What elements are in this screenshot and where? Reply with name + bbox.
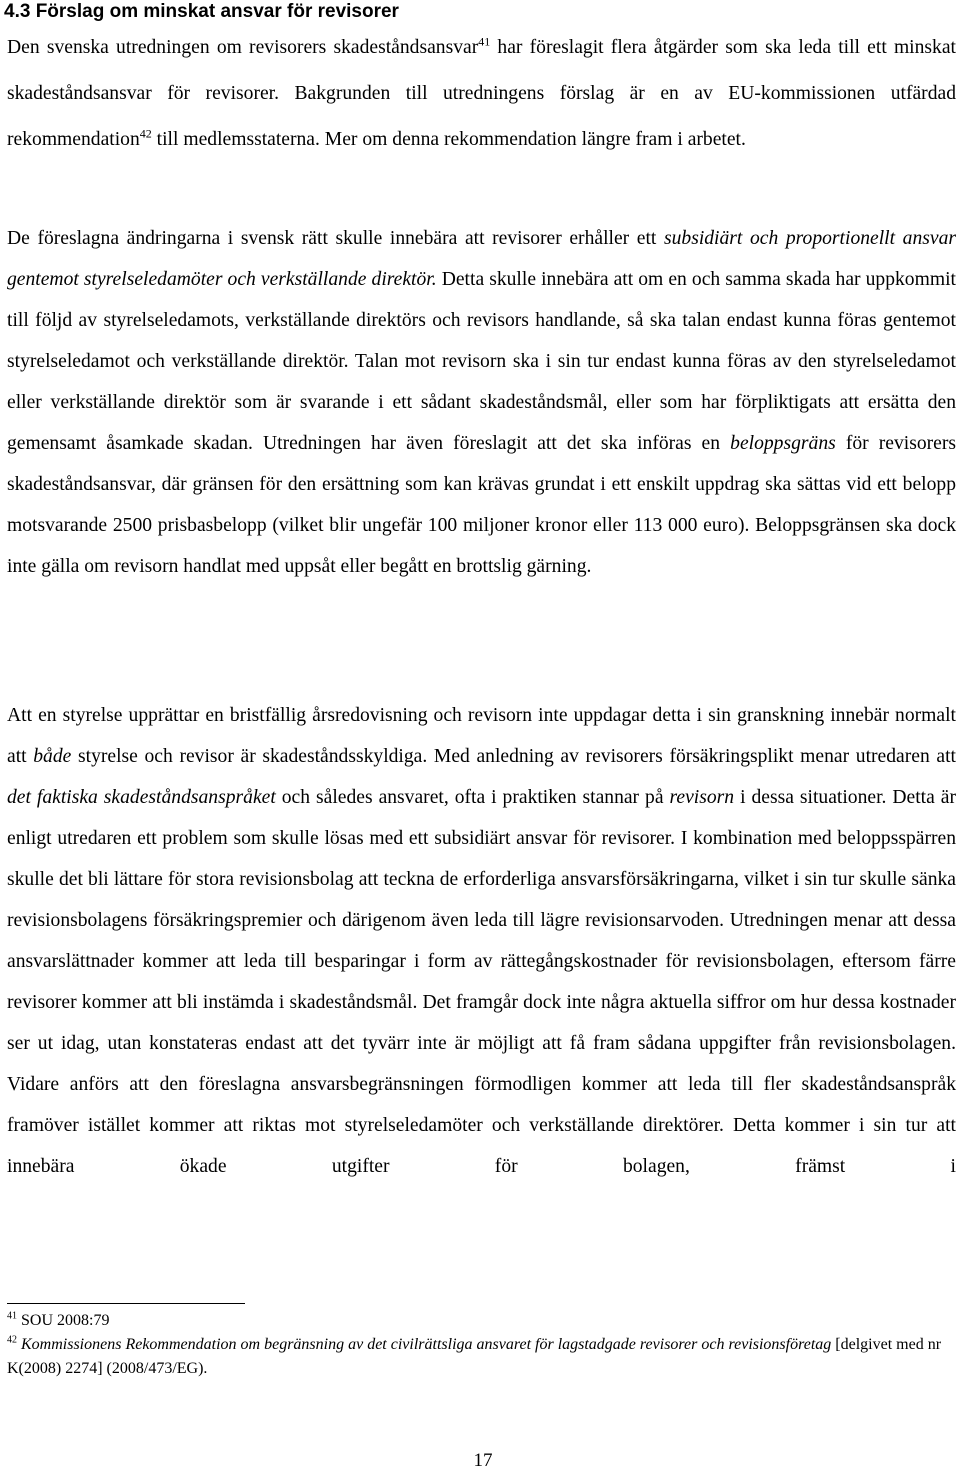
footnote-text: SOU 2008:79 — [17, 1312, 110, 1329]
paragraph-text: Att en styrelse upprättar en bristfällig årsredovisning och revisorn inte uppdagar detta i sin granskning innebär normalt att — [7, 705, 956, 767]
footnote-mark: 42 — [7, 1334, 17, 1346]
footnote-42 — [7, 1333, 956, 1381]
paragraph-text: styrelse och revisor är skadeståndsskyldiga. Med anledning av revisorers försäkringsplikt menar utredaren att — [71, 746, 957, 767]
emphasis-actual-claim: det faktiska skadeståndsanspråket — [7, 787, 276, 808]
emphasis-amount-limit: beloppsgräns — [730, 433, 836, 454]
footnote-ref-42[interactable]: 42 — [139, 126, 152, 141]
paragraph-text: Detta skulle innebära att om en och samma skada har uppkommit till följd av styrelseledamots, verkställande direktörs och revisors handlande, så ska talan endast kunna föras gentemot styrelseledamot och verkställande direktör. Talan mot revisorn ska i sin tur endast kunna föras av den styrelseledamot eller verkställande direktör som är svarande i ett sådant skadeståndsmål, eller som har förpliktigats att ersätta den gemensamt åsamkade skadan. Utredningen har även föreslagit att det ska införas en — [7, 269, 956, 454]
paragraph-text: och således ansvaret, ofta i praktiken stannar på — [275, 787, 670, 808]
paragraph-text: i dessa situationer. Detta är enligt utredaren ett problem som skulle lösas med ett subsidiärt ansvar för revisorer. I kombination med beloppsspärren skulle det bli lättare för stora revisionsbolag att teckna de erforderliga ansvarsförsäkringarna, vilket i sin tur skulle sänka revisionsbolagens försäkringspremier och därigenom även leda till lägre revisionsarvoden. Utredningen menar att dessa ansvarslättnader kommer att leda till besparingar i form av rättegångskostnader för revisionsbolagen, eftersom färre revisorer kommer att bli instämda i skadeståndsmål. Det framgår dock inte några aktuella siffror om hur dessa kostnader ser ut idag, utan konstateras endast att det tyvärr inte är möjligt att få fram sådana uppgifter från revisionsbolagen. Vidare anförs att den föreslagna ansvarsbegränsningen förmodligen kommer att leda till fler skadeståndsanspråk framöver istället kommer att riktas mot styrelseledamöter och verkställande direktörer. Detta kommer i sin tur att innebära ökade utgifter för bolagen, främst i — [7, 787, 957, 1177]
paragraph-text: De föreslagna ändringarna i svensk rätt skulle innebära att revisorer erhåller ett — [7, 228, 664, 249]
footnote-mark: 41 — [7, 1310, 17, 1322]
paragraph-consequences — [7, 695, 956, 1187]
footnotes — [7, 1309, 956, 1381]
footnote-text: [delgivet med nr K(2008) 2274] (2008/473/EG). — [7, 1336, 942, 1377]
emphasis-both: både — [33, 746, 72, 767]
page-number: 17 — [473, 1450, 493, 1471]
paragraph-proposals — [7, 218, 956, 587]
footnote-ref-41[interactable]: 41 — [478, 34, 491, 49]
footnote-41 — [7, 1309, 956, 1333]
paragraph-text: till medlemsstaterna. Mer om denna rekommendation längre fram i arbetet. — [151, 129, 746, 150]
paragraph-intro — [7, 25, 956, 163]
section-heading: 4.3 Förslag om minskat ansvar för revisorer — [4, 1, 399, 22]
paragraph-text: för revisorers skadeståndsansvar, där gränsen för den ersättning som kan krävas grundat i ett enskilt uppdrag ska sättas vid ett belopp motsvarande 2500 prisbasbelopp (vilket blir ungefär 100 miljoner kronor eller 113 000 euro). Beloppsgränsen ska dock inte gälla om revisorn handlat med uppsåt eller begått en brottslig gärning. — [7, 433, 956, 577]
emphasis-subsidiary-liability: subsidiärt och proportionellt ansvar gentemot styrelseledamöter och verkställande direktör. — [7, 228, 957, 290]
paragraph-text: Den svenska utredningen om revisorers skadeståndsansvar — [7, 37, 479, 58]
paragraph-text: har föreslagit flera åtgärder som ska leda till ett minskat skadeståndsansvar för revisorer. Bakgrunden till utredningens förslag är en av EU-kommissionen utfärdad rekommendation — [7, 37, 956, 150]
footnote-title: Kommissionens Rekommendation om begränsning av det civilrättsliga ansvaret för lagstadgade revisorer och revisionsföretag — [17, 1336, 832, 1353]
footnote-separator — [7, 1303, 245, 1304]
emphasis-auditor: revisorn — [669, 787, 735, 808]
